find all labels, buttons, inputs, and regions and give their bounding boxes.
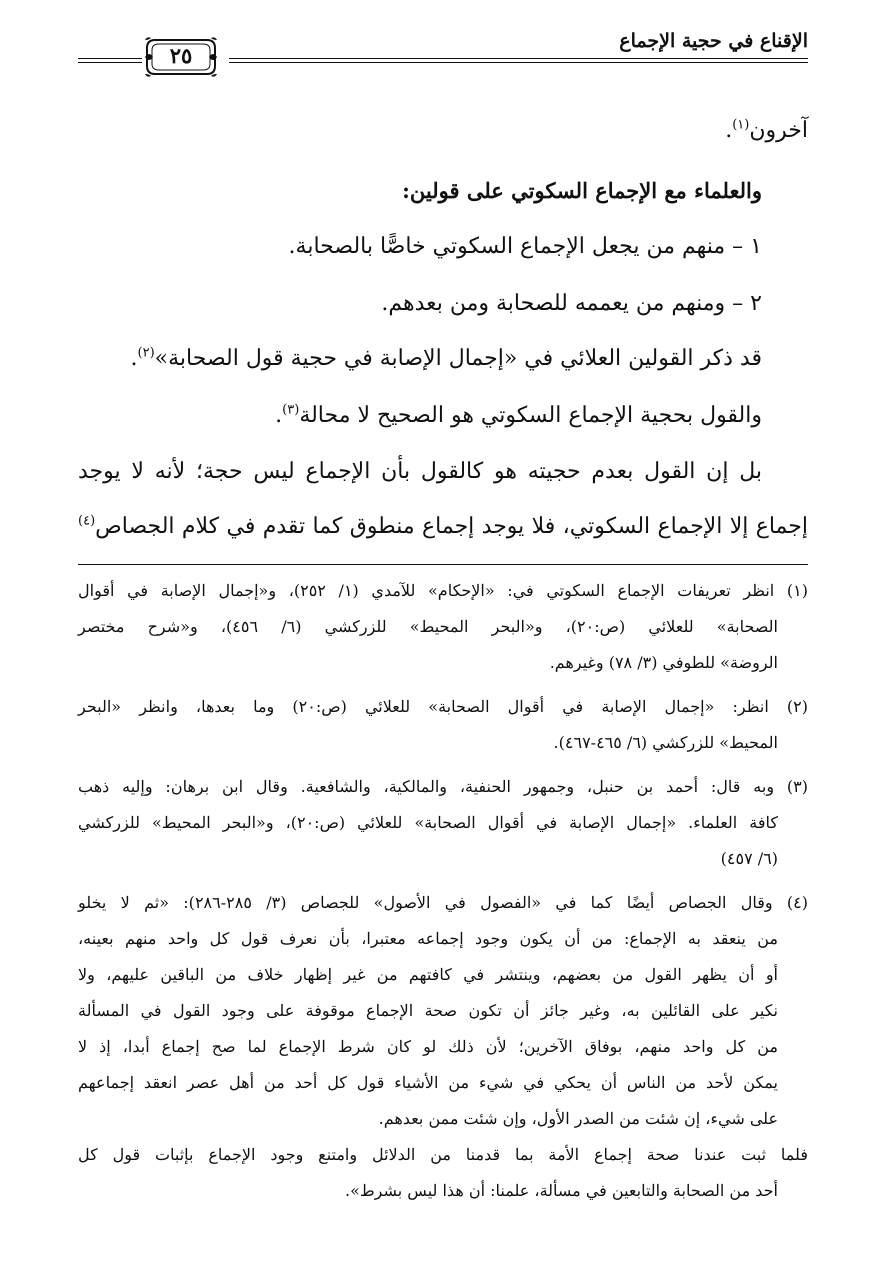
- body-text-tail: .: [725, 118, 733, 143]
- body-text: والقول بحجية الإجماع السكوتي هو الصحيح لا محالة: [299, 403, 762, 428]
- heading-text: والعلماء مع الإجماع السكوتي على قولين:: [402, 178, 762, 203]
- list-item-text: ٢ – ومنهم من يعممه للصحابة ومن بعدهم.: [381, 291, 762, 316]
- body-text: إجماع إلا الإجماع السكوتي، فلا يوجد إجماع منطوق كما تقدم في كلام الجصاص: [95, 514, 808, 539]
- list-item-1: [289, 232, 762, 262]
- list-item-2: [381, 289, 762, 319]
- footnote-line: (١) انظر تعريفات الإجماع السكوتي في: «الإحكام» للآمدي (١/ ٢٥٢)، و«إجمال الإصابة في أقوال: [78, 581, 808, 600]
- footnote-ref: (٢): [137, 345, 155, 361]
- body-line-5: [131, 344, 762, 374]
- footnote-line: (٣) وبه قال: أحمد بن حنبل، وجمهور الحنفية، والمالكية، والشافعية. وقال ابن برهان: وإليه ذهب: [78, 777, 808, 796]
- footnote-line: المحيط» للزركشي (٦/ ٤٦٥-٤٦٧).: [553, 733, 778, 752]
- body-text-tail: .: [275, 403, 283, 428]
- page-number-ornament: [143, 34, 219, 80]
- footnote-line: على شيء، إن شئت من الصدر الأول، وإن شئت ممن بعدهم.: [378, 1109, 778, 1128]
- footnote-line: نكير على القائلين به، وغير جائز أن تكون صحة الإجماع موقوفة على وجود القول في المسألة: [78, 1001, 778, 1020]
- body-line-1: [725, 116, 808, 146]
- footnote-line: من كل واحد منهم، بوفاق الآخرين؛ لأن ذلك لو كان شرط الإجماع لما صح إجماع أبدا، إذ لا: [78, 1037, 778, 1056]
- footnote-line: كافة العلماء. «إجمال الإصابة في أقوال الصحابة» للعلائي (ص:٢٠)، و«البحر المحيط» للزركشي: [78, 813, 779, 832]
- body-text: آخرون: [749, 118, 808, 143]
- footnote-ref: (٣): [282, 402, 300, 418]
- footnote-line: أو أن يظهر القول من بعضهم، وينتشر في كافتهم من غير إظهار خلاف من الباقين عليهم، ولا: [78, 965, 778, 984]
- footnote-line: (٢) انظر: «إجمال الإصابة في أقوال الصحابة» للعلائي (ص:٢٠) وما بعدها، وانظر «البحر: [78, 697, 808, 716]
- body-line-8: [78, 512, 808, 542]
- body-line-7: [78, 457, 762, 487]
- footnote-line: من ينعقد به الإجماع: من أن يكون وجود إجماعه معتبرا، بأن نعرف قول كل واحد منهم بعينه،: [78, 929, 778, 948]
- body-text-tail: .: [130, 346, 138, 371]
- list-item-text: ١ – منهم من يجعل الإجماع السكوتي خاصًّا بالصحابة.: [288, 234, 762, 259]
- footnote-separator: [78, 564, 808, 565]
- footnote-line: الروضة» للطوفي (٣/ ٧٨) وغيرهم.: [549, 653, 778, 672]
- footnote-line: (٦/ ٤٥٧): [720, 849, 778, 868]
- section-heading: [402, 176, 762, 206]
- footnote-line: الصحابة» للعلائي (ص:٢٠)، و«البحر المحيط» للزركشي (٦/ ٤٥٦)، و«شرح مختصر: [78, 617, 779, 636]
- footnote-line: يمكن لأحد من الناس أن يحكي في شيء من الأشياء قول كل أحد من أهل عصر انعقد إجماعهم: [78, 1073, 778, 1092]
- footnote-line: (٤) وقال الجصاص أيضًا كما في «الفصول في الأصول» للجصاص (٣/ ٢٨٥-٢٨٦): «ثم لا يخلو: [78, 893, 809, 912]
- footnote-ref: (١): [732, 117, 750, 133]
- footnote-line: أحد من الصحابة والتابعين في مسألة، علمنا: أن هذا ليس بشرط».: [344, 1181, 778, 1200]
- body-line-6: [275, 401, 762, 431]
- header-rule-left: [78, 58, 142, 59]
- footnote-ref: (٤): [78, 513, 96, 529]
- header-rule-right: [229, 58, 808, 59]
- running-header-title: الإقناع في حجية الإجماع: [619, 30, 808, 52]
- footnote-line: فلما ثبت عندنا صحة إجماع الأمة بما قدمنا من الدلائل وامتنع وجود الإجماع بإثبات قول كل: [78, 1145, 809, 1164]
- page-number: ٢٥: [169, 43, 193, 68]
- body-text: بل إن القول بعدم حجيته هو كالقول بأن الإجماع ليس حجة؛ لأنه لا يوجد: [78, 459, 762, 484]
- body-text: قد ذكر القولين العلائي في «إجمال الإصابة في حجية قول الصحابة»: [154, 346, 762, 371]
